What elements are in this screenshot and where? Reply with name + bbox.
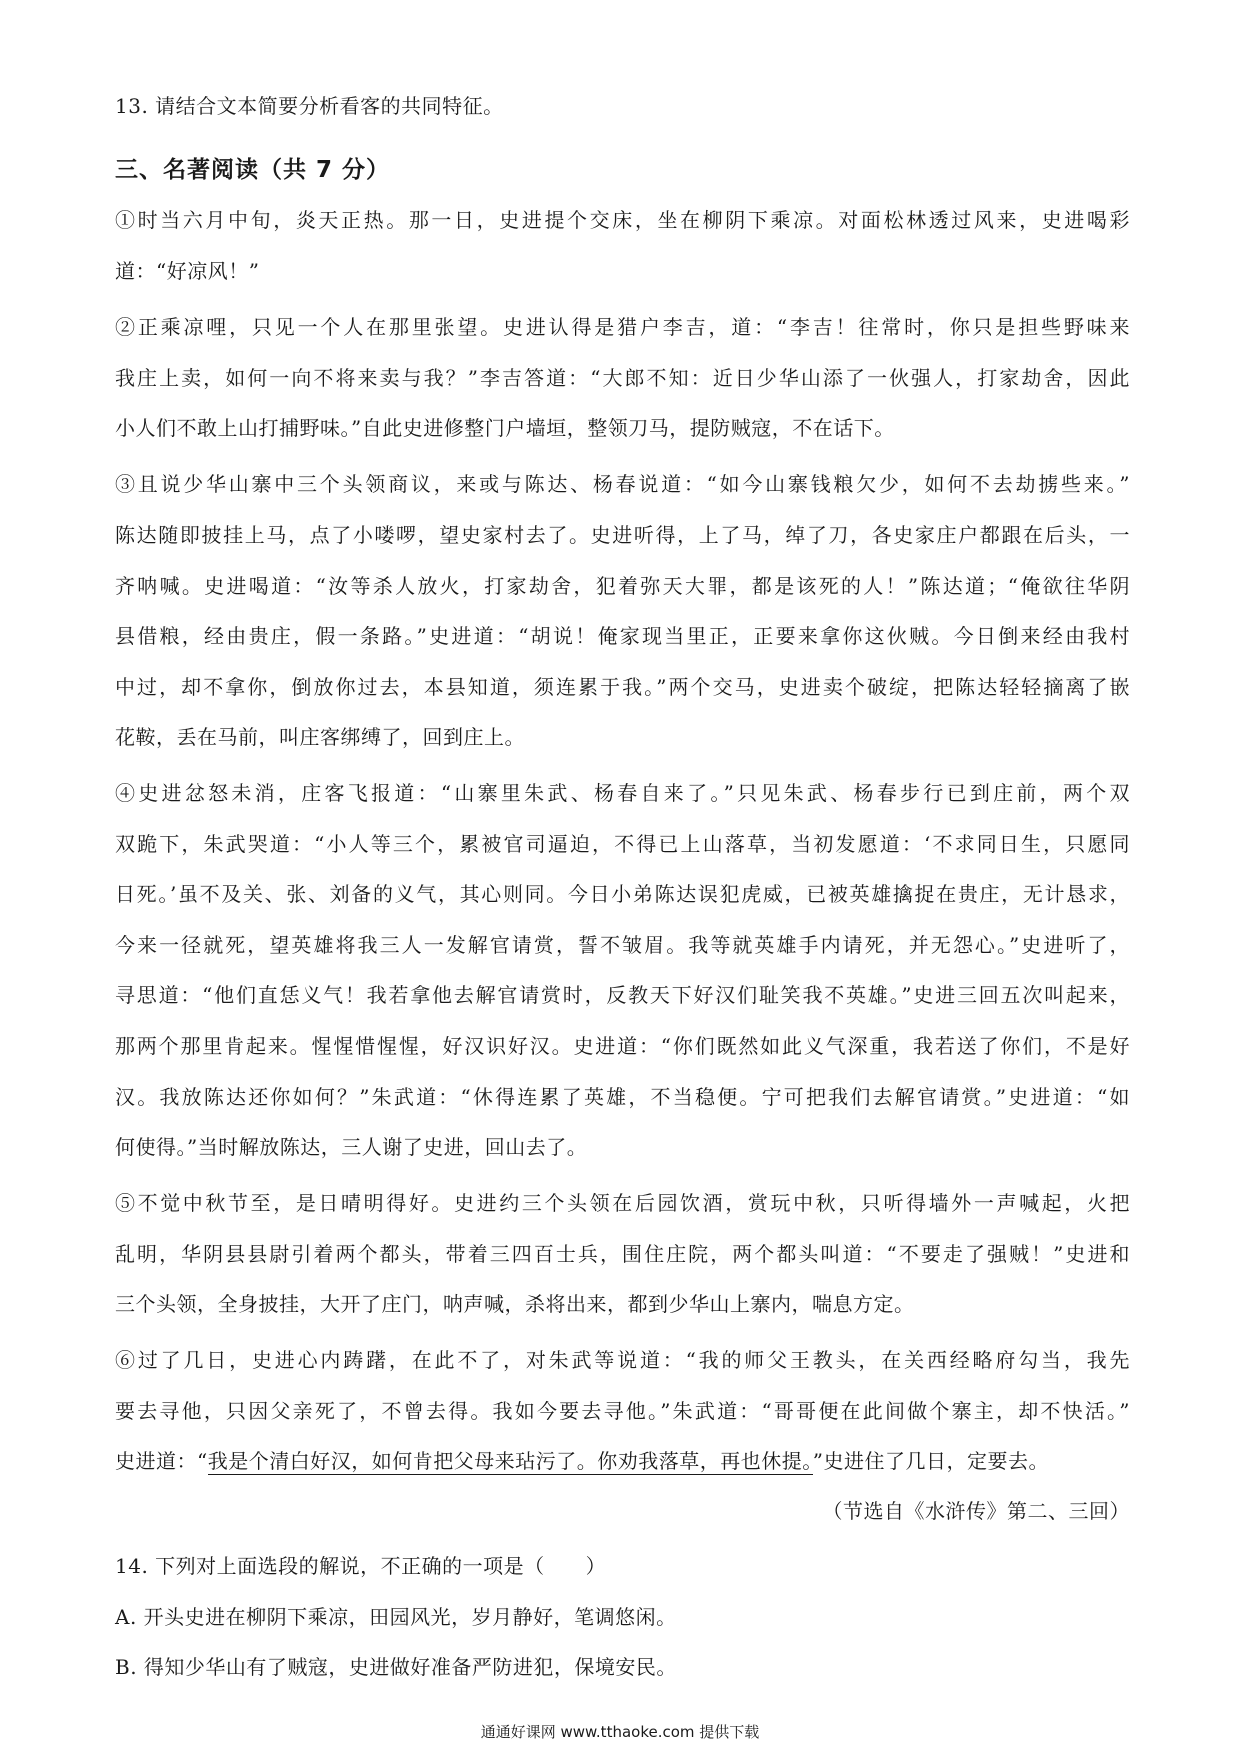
passage-line: 那两个那里肯起来。惺惺惜惺惺，好汉识好汉。史进道：“你们既然如此义气深重，我若送了你们，不是好 [115,1034,1130,1058]
option-b: B. 得知少华山有了贼寇，史进做好准备严防进犯，保境安民。 [115,1655,677,1679]
passage-line: ④史进忿怒未消，庄客飞报道：“山寨里朱武、杨春自来了。”只见朱武、杨春步行已到庄前，两个双 [115,781,1130,805]
passage-line: 乱明，华阴县县尉引着两个都头，带着三四百士兵，围住庄院，两个都头叫道：“不要走了强贼！”史进和 [115,1242,1130,1266]
passage-line: ①时当六月中旬，炎天正热。那一日，史进提个交床，坐在柳阴下乘凉。对面松林透过风来，史进喝彩 [115,208,1130,232]
passage-line: 三个头领，全身披挂，大开了庄门，呐声喊，杀将出来，都到少华山上寨内，喘息方定。 [115,1292,915,1316]
section-title: 三、名著阅读（共 7 分） [115,157,391,183]
passage-last-line [115,1447,1130,1475]
passage-line: 何使得。”当时解放陈达，三人谢了史进，回山去了。 [115,1135,588,1159]
passage-line: 要去寻他，只因父亲死了，不曾去得。我如今要去寻他。”朱武道：“哥哥便在此间做个寨主，却不快活。” [115,1399,1130,1423]
question-13: 13. 请结合文本简要分析看客的共同特征。 [115,94,504,118]
underlined-sentence: 我是个清白好汉，如何肯把父母来玷污了。你劝我落草，再也休提。 [207,1449,813,1473]
passage-line: 中过，却不拿你，倒放你过去，本县知道，须连累于我。”两个交马，史进卖个破绽，把陈达轻轻摘离了嵌 [115,675,1130,699]
passage-line: ⑤不觉中秋节至，是日晴明得好。史进约三个头领在后园饮酒，赏玩中秋，只听得墙外一声喊起，火把 [115,1191,1130,1215]
passage-line: 花鞍，丢在马前，叫庄客绑缚了，回到庄上。 [115,725,525,749]
passage-line: 我庄上卖，如何一向不将来卖与我？”李吉答道：“大郎不知：近日少华山添了一伙强人，打家劫舍，因此 [115,366,1130,390]
passage-line: 寻思道：“他们直恁义气！我若拿他去解官请赏时，反教天下好汉们耻笑我不英雄。”史进三回五次叫起来， [115,983,1130,1007]
passage-source: （节选自《水浒传》第二、三回） [822,1499,1130,1523]
option-a: A. 开头史进在柳阴下乘凉，田园风光，岁月静好，笔调悠闲。 [115,1605,677,1629]
question-14: 14. 下列对上面选段的解说，不正确的一项是（ ） [115,1554,607,1578]
passage-line: 今来一径就死，望英雄将我三人一发解官请赏，誓不皱眉。我等就英雄手内请死，并无怨心。”史进听了， [115,933,1130,957]
passage-line: 道：“好凉风！” [115,259,260,283]
passage-line: 陈达随即披挂上马，点了小喽啰，望史家村去了。史进听得，上了马，绰了刀，各史家庄户都跟在后头，一 [115,523,1130,547]
passage-line: 齐呐喊。史进喝道：“汝等杀人放火，打家劫舍，犯着弥天大罪，都是该死的人！”陈达道；“俺欲往华阴 [115,574,1130,598]
passage-line: 小人们不敢上山打捕野味。”自此史进修整门户墙垣，整领刀马，提防贼寇，不在话下。 [115,416,895,440]
passage-line: ②正乘凉哩，只见一个人在那里张望。史进认得是猎户李吉，道：“李吉！往常时，你只是担些野味来 [115,315,1130,339]
passage-line: 双跪下，朱武哭道：“小人等三个，累被官司逼迫，不得已上山落草，当初发愿道：‘不求同日生，只愿同 [115,832,1130,856]
last-line-suffix: ”史进住了几日，定要去。 [812,1449,1049,1473]
passage-line: 日死。’虽不及关、张、刘备的义气，其心则同。今日小弟陈达误犯虎威，已被英雄擒捉在贵庄，无计恳求， [115,882,1130,906]
footer-download-notice: 通通好课网 www.tthaoke.com 提供下载 [480,1723,760,1741]
passage-line: 汉。我放陈达还你如何？”朱武道：“休得连累了英雄，不当稳便。宁可把我们去解官请赏。”史进道：“如 [115,1085,1130,1109]
last-line-prefix: 史进道：“ [115,1449,208,1473]
passage-line: ⑥过了几日，史进心内踌躇，在此不了，对朱武等说道：“我的师父王教头，在关西经略府勾当，我先 [115,1348,1130,1372]
passage-line: ③且说少华山寨中三个头领商议，来或与陈达、杨春说道：“如今山寨钱粮欠少，如何不去劫掳些来。” [115,472,1130,496]
passage-line: 县借粮，经由贵庄，假一条路。”史进道：“胡说！俺家现当里正，正要来拿你这伙贼。今日倒来经由我村 [115,624,1130,648]
